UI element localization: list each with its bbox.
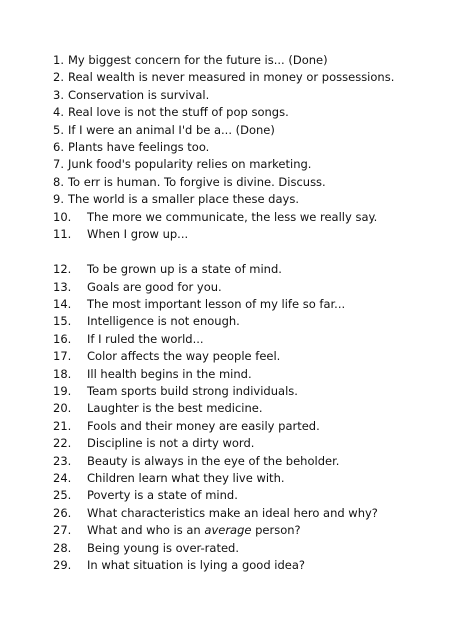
item-text: Real wealth is never measured in money or possessions.: [67, 70, 395, 85]
item-text-after: person?: [251, 523, 301, 538]
item-number: 9.: [53, 192, 64, 207]
item-text: Plants have feelings too.: [67, 139, 210, 154]
item-number: 16.: [53, 331, 72, 346]
list-item: [53, 313, 463, 330]
list-item: [53, 487, 463, 504]
item-text: If I ruled the world...: [87, 331, 204, 346]
item-text: The world is a smaller place these days.: [67, 192, 299, 207]
item-number: 6.: [53, 139, 64, 154]
item-text: Laughter is the best medicine.: [87, 401, 263, 416]
item-number: 27.: [53, 523, 72, 538]
item-text: In what situation is lying a good idea?: [87, 557, 305, 572]
list-item: [53, 52, 463, 69]
item-text: Discipline is not a dirty word.: [87, 436, 255, 451]
item-text-before: What and who is an: [87, 523, 205, 538]
list-item: [53, 540, 463, 557]
list-item: [53, 418, 463, 435]
item-text: Poverty is a state of mind.: [87, 488, 238, 503]
list-item: [53, 383, 463, 400]
item-number: 15.: [53, 314, 72, 329]
item-number: 12.: [53, 262, 72, 277]
item-text: Real love is not the stuff of pop songs.: [67, 105, 289, 120]
item-number: 21.: [53, 418, 72, 433]
list-item: [53, 400, 463, 417]
list-item: [53, 505, 463, 522]
item-number: 3.: [53, 87, 64, 102]
item-number: 20.: [53, 401, 72, 416]
item-text: The more we communicate, the less we really say.: [87, 209, 378, 224]
item-number: 26.: [53, 505, 72, 520]
item-text: Team sports build strong individuals.: [87, 384, 298, 399]
item-text: The most important lesson of my life so far...: [87, 297, 346, 312]
list-item: [53, 557, 463, 574]
item-text: Being young is over-rated.: [87, 540, 239, 555]
item-number: 13.: [53, 279, 72, 294]
item-text: Color affects the way people feel.: [87, 349, 281, 364]
list-item: [53, 279, 463, 296]
list-item: [53, 348, 463, 365]
section-gap: [53, 243, 463, 261]
list-item: [53, 522, 463, 539]
item-text: Conservation is survival.: [67, 87, 210, 102]
item-text: [87, 522, 301, 539]
item-number: 23.: [53, 453, 72, 468]
item-number: 14.: [53, 297, 72, 312]
item-text-emphasis: average: [204, 523, 252, 538]
item-text: When I grow up...: [87, 226, 189, 241]
list-item: [53, 226, 463, 243]
list-item: [53, 331, 463, 348]
list-item: [53, 191, 463, 208]
item-number: 8.: [53, 174, 64, 189]
item-text: Junk food's popularity relies on marketing.: [67, 157, 312, 172]
item-number: 11.: [53, 226, 72, 241]
item-number: 28.: [53, 540, 72, 555]
list-item: [53, 156, 463, 173]
item-text: Intelligence is not enough.: [87, 314, 240, 329]
list-item: [53, 453, 463, 470]
list-item: [53, 69, 463, 86]
item-number: 25.: [53, 488, 72, 503]
item-text: Ill health begins in the mind.: [87, 366, 252, 381]
list-item: [53, 435, 463, 452]
item-number: 5.: [53, 122, 64, 137]
item-text: To err is human. To forgive is divine. Discuss.: [67, 174, 326, 189]
item-text: What characteristics make an ideal hero and why?: [87, 505, 378, 520]
item-text: Beauty is always in the eye of the beholder.: [87, 453, 340, 468]
item-number: 10.: [53, 209, 72, 224]
item-text: Goals are good for you.: [87, 279, 222, 294]
list-item: [53, 470, 463, 487]
item-text: To be grown up is a state of mind.: [87, 262, 282, 277]
item-text: Children learn what they live with.: [87, 470, 285, 485]
topic-list: [53, 52, 463, 574]
list-item: [53, 174, 463, 191]
list-item: [53, 122, 463, 139]
list-item: [53, 366, 463, 383]
list-item: [53, 87, 463, 104]
item-number: 29.: [53, 557, 72, 572]
item-number: 18.: [53, 366, 72, 381]
item-number: 24.: [53, 470, 72, 485]
item-number: 17.: [53, 349, 72, 364]
item-number: 2.: [53, 70, 64, 85]
list-item: [53, 104, 463, 121]
item-number: 7.: [53, 157, 64, 172]
list-item: [53, 296, 463, 313]
list-item: [53, 261, 463, 278]
item-number: 19.: [53, 384, 72, 399]
item-text: If I were an animal I'd be a... (Done): [67, 122, 275, 137]
item-text: Fools and their money are easily parted.: [87, 418, 320, 433]
item-number: 22.: [53, 436, 72, 451]
item-number: 4.: [53, 105, 64, 120]
item-text: My biggest concern for the future is... (Done): [67, 53, 328, 67]
list-item: [53, 209, 463, 226]
item-number: 1.: [53, 53, 64, 67]
list-item: [53, 139, 463, 156]
